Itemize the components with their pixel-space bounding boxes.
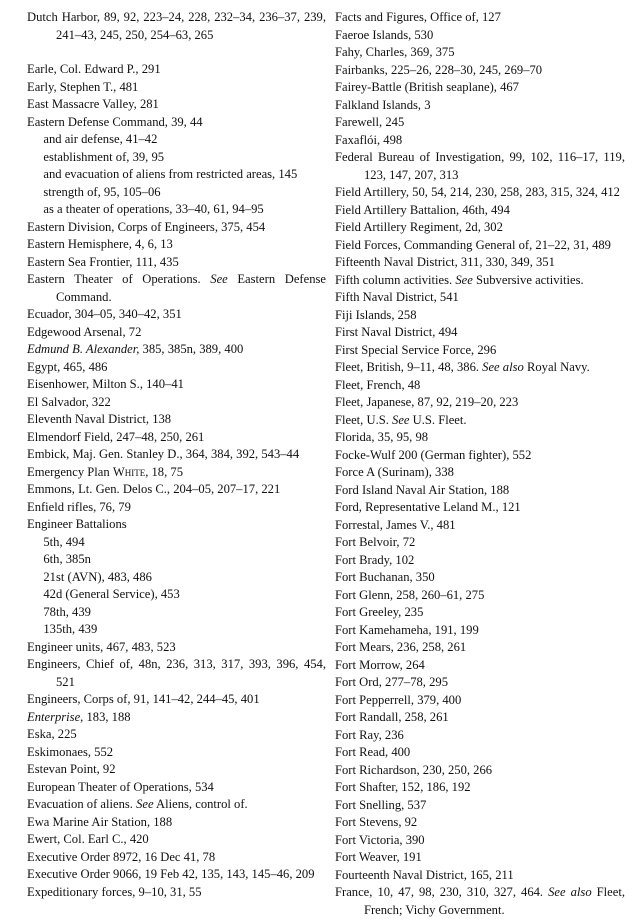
index-entry <box>27 796 326 814</box>
entry-text: 183, 188 <box>83 709 131 724</box>
entry-text: Faeroe Islands, 530 <box>335 27 434 42</box>
entry-text: Fort Richardson, 230, 250, 266 <box>335 762 493 777</box>
entry-text: France, 10, 47, 98, 230, 310, 327, 464. <box>335 885 549 899</box>
entry-text: Fifth Naval District, 541 <box>335 290 459 304</box>
italic-text: Enterprise, <box>27 709 84 724</box>
index-entry <box>27 306 326 324</box>
index-entry <box>335 324 625 342</box>
index-entry <box>27 709 326 727</box>
entry-text: Fifth column activities. <box>335 272 456 287</box>
entry-text: Fort Ray, 236 <box>335 727 404 742</box>
index-entry <box>335 499 625 517</box>
entry-text: Eastern Division, Corps of Engineers, 375, 454 <box>27 219 266 234</box>
entry-text: and evacuation of aliens from restricted areas, 145 <box>43 167 298 181</box>
index-entry <box>335 27 625 45</box>
entry-text: Fairey-Battle (British seaplane), 467 <box>335 80 519 94</box>
index-entry <box>335 394 625 412</box>
index-entry <box>27 831 326 849</box>
index-entry <box>335 44 625 62</box>
index-entry <box>27 341 326 359</box>
index-entry <box>27 761 326 779</box>
entry-text: Ford Island Naval Air Station, 188 <box>335 482 510 497</box>
entry-text: Elmendorf Field, 247–48, 250, 261 <box>27 429 205 444</box>
entry-text: Fort Ord, 277–78, 295 <box>335 675 448 689</box>
index-entry <box>27 691 326 709</box>
italic-text: Edmund B. Alexander, <box>27 342 140 356</box>
index-entry <box>27 271 326 306</box>
entry-text: Fifteenth Naval District, 311, 330, 349, 351 <box>335 255 555 269</box>
entry-text: Fort Weaver, 191 <box>335 850 422 864</box>
entry-text: Faxaflói, 498 <box>335 132 403 147</box>
entry-text: Emergency Plan <box>27 464 113 479</box>
entry-text: 385, 385n, 389, 400 <box>139 342 244 356</box>
entry-text: Executive Order 9066, 19 Feb 42, 135, 143, 145–46, 209 <box>27 867 315 881</box>
index-entry <box>27 656 326 691</box>
index-entry <box>335 517 625 535</box>
entry-text: Field Artillery, 50, 54, 214, 230, 258, 283, 315, 324, 412 <box>335 185 620 199</box>
entry-text: Fort Morrow, 264 <box>335 657 425 672</box>
entry-text: Field Artillery Battalion, 46th, 494 <box>335 202 510 217</box>
italic-text: See also <box>548 885 592 899</box>
index-entry <box>335 762 625 780</box>
index-subentry <box>27 534 326 552</box>
entry-text: strength of, 95, 105–06 <box>43 184 161 199</box>
entry-text: Earle, Col. Edward P., 291 <box>27 62 161 76</box>
index-entry <box>27 464 326 482</box>
entry-text: U.S. Fleet. <box>409 412 467 427</box>
index-subentry <box>27 131 326 149</box>
index-entry <box>27 884 326 902</box>
index-entry <box>335 377 625 395</box>
index-entry <box>335 307 625 325</box>
entry-text: Eastern Hemisphere, 4, 6, 13 <box>27 237 173 251</box>
entry-text: Emmons, Lt. Gen. Delos C., 204–05, 207–17, 221 <box>27 482 281 496</box>
index-entry <box>335 569 625 587</box>
entry-text: Royal Navy. <box>523 360 590 374</box>
entry-text: Estevan Point, 92 <box>27 762 116 776</box>
index-subentry <box>27 166 326 184</box>
index-subentry <box>27 201 326 219</box>
index-entry <box>335 202 625 220</box>
entry-text: Egypt, 465, 486 <box>27 359 108 374</box>
index-entry <box>27 9 326 44</box>
index-entry <box>335 9 625 27</box>
index-entry <box>335 779 625 797</box>
index-entry <box>27 814 326 832</box>
index-entry <box>27 779 326 797</box>
entry-text: Field Artillery Regiment, 2d, 302 <box>335 220 503 234</box>
index-entry <box>335 797 625 815</box>
index-entry <box>27 96 326 114</box>
index-entry <box>335 272 625 290</box>
entry-text: Ewa Marine Air Station, 188 <box>27 814 173 829</box>
entry-text: Fleet, French, 48 <box>335 377 421 392</box>
entry-text: Facts and Figures, Office of, 127 <box>335 10 501 24</box>
entry-text: 78th, 439 <box>43 604 91 619</box>
index-subentry <box>27 604 326 622</box>
entry-text: Eskimonaes, 552 <box>27 744 114 759</box>
index-column-left <box>27 9 326 901</box>
entry-text: establishment of, 39, 95 <box>43 149 165 164</box>
index-entry <box>27 376 326 394</box>
index-entry <box>335 709 625 727</box>
entry-text: Embick, Maj. Gen. Stanley D., 364, 384, 392, 543–44 <box>27 447 300 461</box>
italic-text: See <box>455 272 473 287</box>
entry-text: Florida, 35, 95, 98 <box>335 430 429 444</box>
entry-text: Fort Victoria, 390 <box>335 832 425 847</box>
entry-text: Fort Brady, 102 <box>335 552 415 567</box>
index-entry <box>27 254 326 272</box>
entry-text: Fleet, French; Vichy Government. <box>363 885 625 917</box>
entry-text: Dutch Harbor, 89, 92, 223–24, 228, 232–34, 236–37, 239, 241–43, 245, 250, 254–63, 265 <box>27 10 326 42</box>
index-entry <box>335 464 625 482</box>
index-column-right <box>335 9 625 919</box>
index-entry <box>335 237 625 255</box>
italic-text: See <box>136 797 154 811</box>
entry-text: Eastern Sea Frontier, 111, 435 <box>27 254 179 269</box>
index-entry <box>27 726 326 744</box>
index-entry <box>335 114 625 132</box>
entry-text: Evacuation of aliens. <box>27 797 137 811</box>
entry-text: Fort Glenn, 258, 260–61, 275 <box>335 587 485 602</box>
entry-text: Fourteenth Naval District, 165, 211 <box>335 867 514 882</box>
entry-text: as a theater of operations, 33–40, 61, 94–95 <box>43 202 264 216</box>
entry-text: Fort Randall, 258, 261 <box>335 710 449 724</box>
entry-text: Fort Belvoir, 72 <box>335 535 416 549</box>
entry-text: Fairbanks, 225–26, 228–30, 245, 269–70 <box>335 62 543 77</box>
index-subentry <box>27 621 326 639</box>
index-entry <box>335 97 625 115</box>
index-entry <box>335 184 625 202</box>
entry-text: El Salvador, 322 <box>27 394 111 409</box>
entry-text: Eisenhower, Milton S., 140–41 <box>27 377 184 391</box>
entry-text: and air defense, 41–42 <box>43 132 158 146</box>
entry-text: Fort Read, 400 <box>335 745 411 759</box>
entry-text: Eastern Theater of Operations. <box>27 272 211 286</box>
index-entry <box>27 359 326 377</box>
entry-text: Fahy, Charles, 369, 375 <box>335 45 455 59</box>
index-subentry <box>27 551 326 569</box>
index-entry <box>27 446 326 464</box>
index-entry <box>335 622 625 640</box>
index-entry <box>27 866 326 884</box>
entry-text: Early, Stephen T., 481 <box>27 79 139 94</box>
small-caps-text: White <box>112 464 146 479</box>
index-entry <box>335 359 625 377</box>
entry-text: Eastern Defense Command, 39, 44 <box>27 114 203 129</box>
entry-text: Eastern Defense Command. <box>55 272 326 304</box>
index-entry <box>335 832 625 850</box>
entry-text: Ecuador, 304–05, 340–42, 351 <box>27 307 182 321</box>
entry-text: Engineer Battalions <box>27 517 127 531</box>
entry-text: First Special Service Force, 296 <box>335 342 497 357</box>
entry-text: Aliens, control of. <box>153 797 248 811</box>
italic-text: See <box>392 412 410 427</box>
entry-text: , 18, 75 <box>145 464 183 479</box>
index-subentry <box>27 569 326 587</box>
entry-text: Subversive activities. <box>472 272 584 287</box>
index-entry <box>335 79 625 97</box>
index-entry <box>335 727 625 745</box>
index-entry <box>27 394 326 412</box>
entry-text: Expeditionary forces, 9–10, 31, 55 <box>27 884 202 899</box>
index-entry <box>335 552 625 570</box>
entry-text: Falkland Islands, 3 <box>335 97 431 112</box>
index-entry <box>27 481 326 499</box>
index-entry <box>335 482 625 500</box>
index-entry <box>335 639 625 657</box>
index-entry <box>335 132 625 150</box>
entry-text: Forrestal, James V., 481 <box>335 517 456 532</box>
index-entry <box>335 254 625 272</box>
entry-text: Executive Order 8972, 16 Dec 41, 78 <box>27 849 216 864</box>
index-entry <box>27 236 326 254</box>
index-entry <box>335 149 625 184</box>
entry-text: East Massacre Valley, 281 <box>27 97 159 111</box>
entry-text: Fort Shafter, 152, 186, 192 <box>335 780 471 794</box>
entry-text: Eleventh Naval District, 138 <box>27 412 172 426</box>
entry-text: European Theater of Operations, 534 <box>27 779 214 794</box>
index-entry <box>335 657 625 675</box>
index-entry <box>27 429 326 447</box>
index-entry <box>335 674 625 692</box>
index-entry <box>335 412 625 430</box>
index-entry <box>27 79 326 97</box>
entry-text: Fleet, Japanese, 87, 92, 219–20, 223 <box>335 395 519 409</box>
entry-text: Force A (Surinam), 338 <box>335 465 454 479</box>
index-entry <box>335 447 625 465</box>
entry-text: 42d (General Service), 453 <box>43 587 180 601</box>
entry-text: Engineer units, 467, 483, 523 <box>27 639 176 654</box>
entry-text: Fort Buchanan, 350 <box>335 570 435 584</box>
entry-text: Engineers, Chief of, 48n, 236, 313, 317, 393, 396, 454, 521 <box>27 657 326 689</box>
entry-text: Fort Snelling, 537 <box>335 797 427 812</box>
index-entry <box>27 219 326 237</box>
index-subentry <box>27 149 326 167</box>
index-entry <box>335 219 625 237</box>
entry-text: Fleet, U.S. <box>335 412 393 427</box>
index-subentry <box>27 586 326 604</box>
index-entry <box>27 114 326 132</box>
index-entry <box>335 429 625 447</box>
entry-text: Edgewood Arsenal, 72 <box>27 324 142 339</box>
index-entry <box>27 744 326 762</box>
index-entry <box>335 692 625 710</box>
index-entry <box>335 849 625 867</box>
entry-text: Eska, 225 <box>27 727 77 741</box>
index-entry <box>335 289 625 307</box>
entry-text: Ford, Representative Leland M., 121 <box>335 500 521 514</box>
index-entry <box>335 534 625 552</box>
index-entry <box>335 867 625 885</box>
italic-text: See also <box>482 360 524 374</box>
index-entry <box>335 587 625 605</box>
italic-text: See <box>210 272 228 286</box>
entry-text: Federal Bureau of Investigation, 99, 102, 116–17, 119, 123, 147, 207, 313 <box>335 150 625 182</box>
entry-text: Engineers, Corps of, 91, 141–42, 244–45, 401 <box>27 692 260 706</box>
entry-text: Fort Stevens, 92 <box>335 815 418 829</box>
index-entry <box>27 499 326 517</box>
entry-text: Farewell, 245 <box>335 115 405 129</box>
index-entry <box>335 604 625 622</box>
entry-text: Fiji Islands, 258 <box>335 307 417 322</box>
index-entry <box>27 411 326 429</box>
entry-text: Fleet, British, 9–11, 48, 386. <box>335 360 483 374</box>
entry-text: Enfield rifles, 76, 79 <box>27 499 131 514</box>
index-entry <box>27 639 326 657</box>
entry-text: Ewert, Col. Earl C., 420 <box>27 832 149 846</box>
entry-text: 6th, 385n <box>43 552 91 566</box>
index-subentry <box>27 184 326 202</box>
index-entry <box>335 814 625 832</box>
entry-text: Field Forces, Commanding General of, 21–22, 31, 489 <box>335 237 611 252</box>
index-entry <box>27 324 326 342</box>
entry-text: Focke-Wulf 200 (German fighter), 552 <box>335 447 532 462</box>
index-entry <box>335 744 625 762</box>
index-entry <box>27 61 326 79</box>
entry-text: Fort Greeley, 235 <box>335 605 424 619</box>
index-entry <box>27 516 326 534</box>
index-entry <box>27 849 326 867</box>
entry-text: Fort Kamehameha, 191, 199 <box>335 622 479 637</box>
index-entry <box>335 62 625 80</box>
entry-text: 21st (AVN), 483, 486 <box>43 569 152 584</box>
index-entry <box>335 884 625 919</box>
entry-text: Fort Pepperrell, 379, 400 <box>335 692 462 707</box>
index-entry <box>335 342 625 360</box>
entry-text: First Naval District, 494 <box>335 325 458 339</box>
entry-text: 5th, 494 <box>43 534 85 549</box>
entry-text: Fort Mears, 236, 258, 261 <box>335 640 467 654</box>
entry-text: 135th, 439 <box>43 622 98 636</box>
